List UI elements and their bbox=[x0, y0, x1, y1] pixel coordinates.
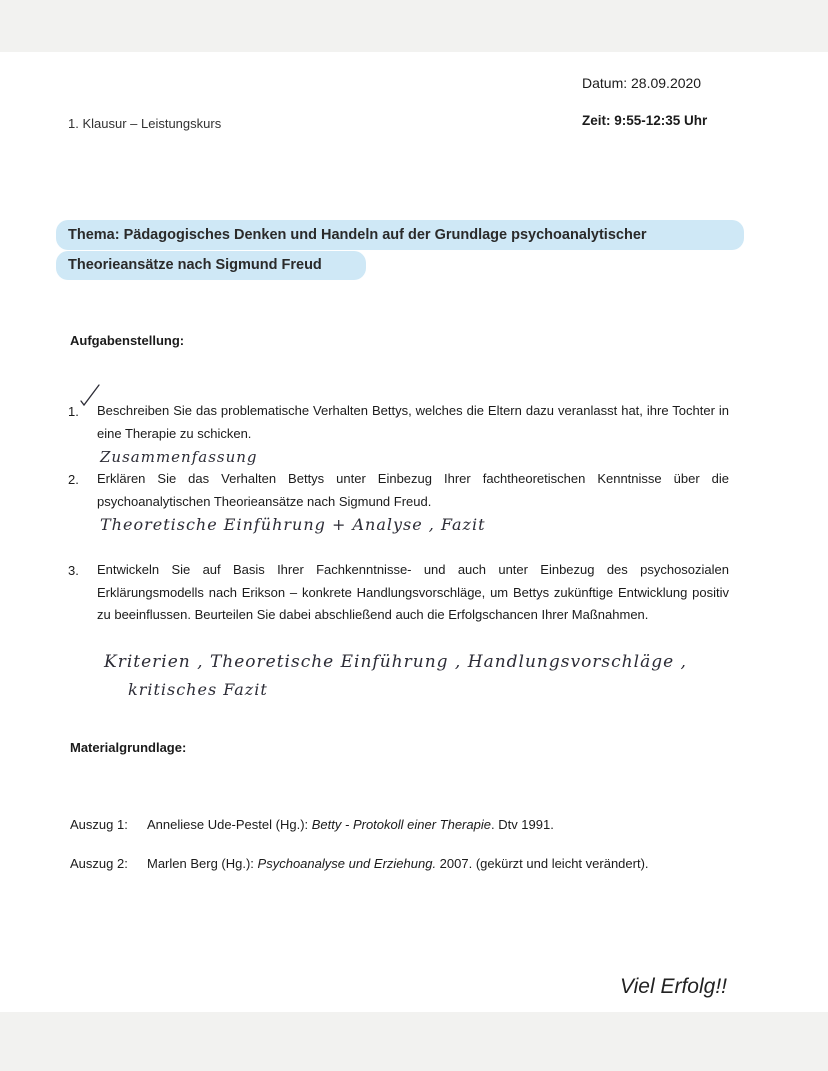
material-heading: Materialgrundlage: bbox=[70, 740, 187, 755]
exam-title: 1. Klausur – Leistungskurs bbox=[68, 116, 222, 131]
task-text-3: Entwickeln Sie auf Basis Ihrer Fachkenntnisse- und auch unter Einbezug des psychosozialen Erklärungsmodells nach Erikson – konkrete Handlungsvorschläge, um Bettys zukünftige Entwicklung positiv zu beeinflussen. Beurteilen Sie dabei abschließend auch die Erfolgschancen Ihrer Maßnahmen. bbox=[97, 562, 729, 622]
source-title: Psychoanalyse und Erziehung. bbox=[257, 856, 437, 871]
task-number-3: 3. bbox=[68, 563, 79, 578]
source-item-1 bbox=[70, 817, 554, 832]
task-number-2: 2. bbox=[68, 472, 79, 487]
source-item-2 bbox=[70, 856, 649, 871]
handwritten-note-2: Theoretische Einführung + Analyse , Fazit bbox=[100, 515, 486, 534]
date-label: Datum: 28.09.2020 bbox=[582, 75, 702, 91]
topic-line-1: Thema: Pädagogisches Denken und Handeln auf der Grundlage psychoanalytischer bbox=[68, 227, 647, 243]
task-number-1: 1. bbox=[68, 404, 79, 419]
source-rest: . Dtv 1991. bbox=[490, 817, 554, 832]
source-editor: Marlen Berg (Hg.): bbox=[147, 856, 254, 871]
task-text-1: Beschreiben Sie das problematische Verhalten Bettys, welches die Eltern dazu veranlasst hat, ihre Tochter in eine Therapie zu schicken. bbox=[97, 403, 729, 441]
topic-line-2: Theorieansätze nach Sigmund Freud bbox=[68, 257, 322, 273]
handwritten-note-3b: kritisches Fazit bbox=[128, 680, 268, 699]
source-label: Auszug 1: bbox=[70, 817, 128, 832]
closing-wish: Viel Erfolg!! bbox=[620, 975, 727, 998]
source-label: Auszug 2: bbox=[70, 856, 128, 871]
handwritten-note-3a: Kriterien , Theoretische Einführung , Handlungsvorschläge , bbox=[104, 652, 687, 672]
source-editor: Anneliese Ude-Pestel (Hg.): bbox=[147, 817, 309, 832]
time-label: Zeit: 9:55-12:35 Uhr bbox=[582, 113, 708, 128]
tasks-heading: Aufgabenstellung: bbox=[70, 333, 185, 348]
source-rest: 2007. (gekürzt und leicht verändert). bbox=[436, 856, 649, 871]
task-text-2: Erklären Sie das Verhalten Bettys unter Einbezug Ihrer fachtheoretischen Kenntnisse über die psychoanalytischen Theorieansätze nach Sigmund Freud. bbox=[97, 471, 729, 509]
handwritten-note-1: Zusammenfassung bbox=[100, 448, 258, 466]
source-title: Betty - Protokoll einer Therapie bbox=[311, 817, 491, 832]
